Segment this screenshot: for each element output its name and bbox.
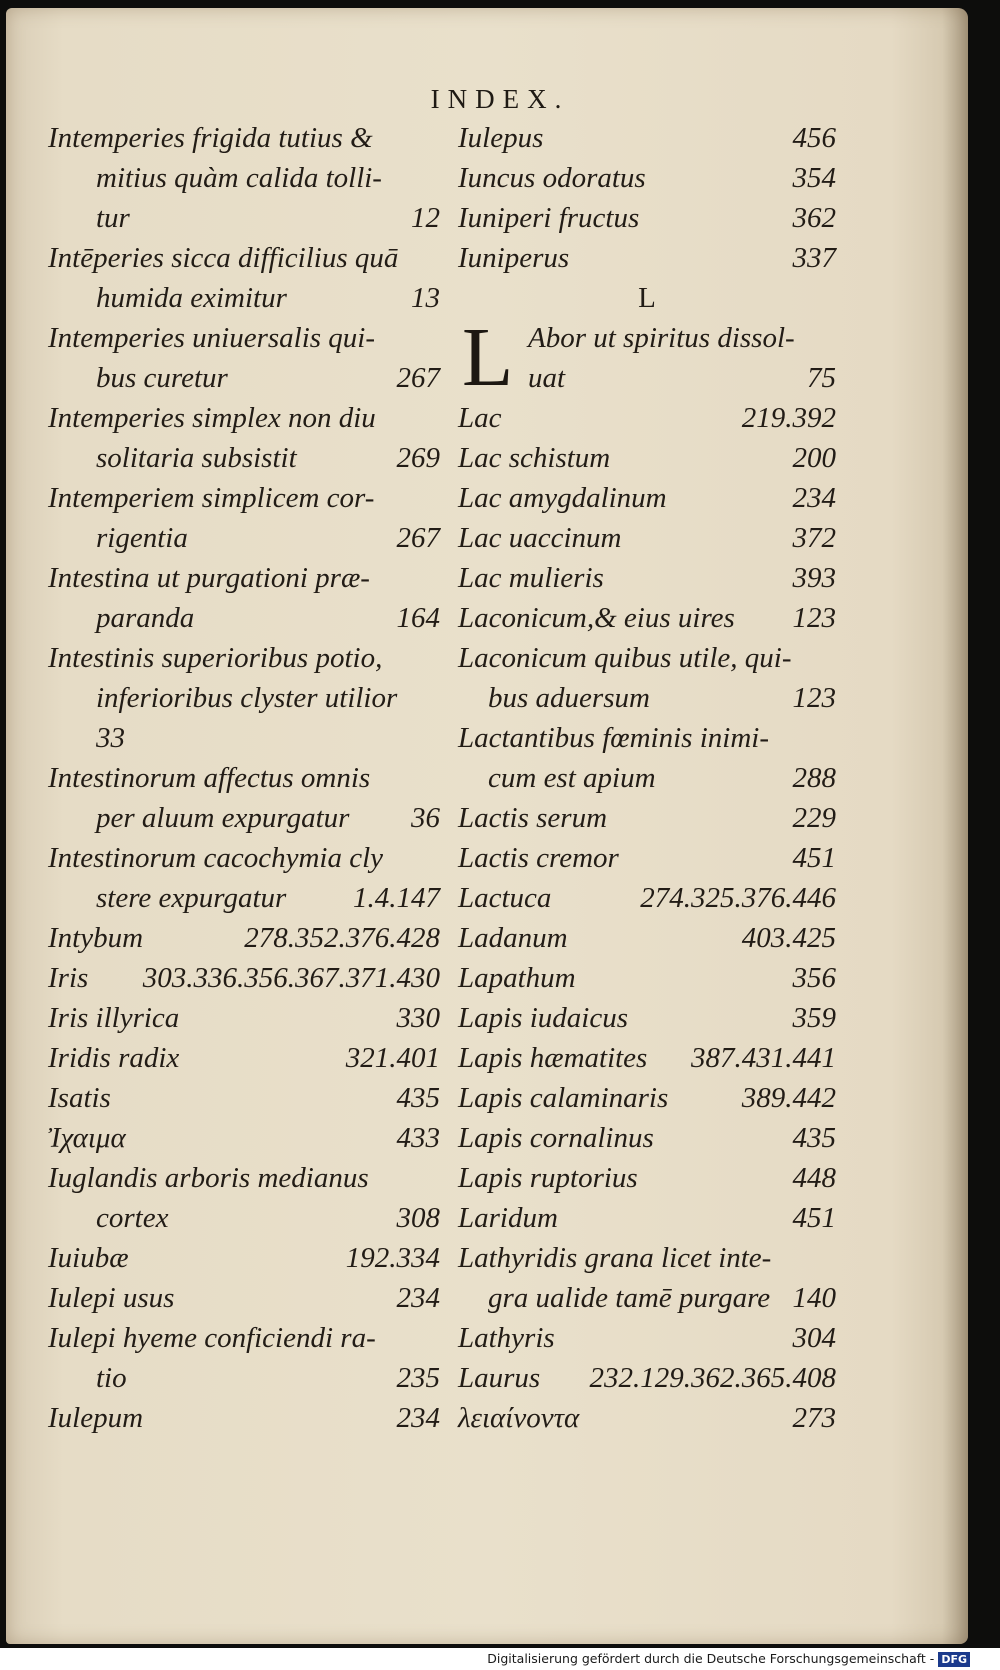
entry-page: 234 <box>396 1402 440 1434</box>
dropcap-entry <box>458 311 836 404</box>
index-entry-line <box>458 1118 836 1158</box>
dropcap-letter: L <box>462 311 514 404</box>
index-entry-line <box>458 118 836 158</box>
index-entry-line <box>48 358 440 398</box>
entry-page: 140 <box>792 1282 836 1314</box>
index-column-left <box>48 118 440 1438</box>
entry-term: Iulepi usus <box>48 1282 175 1314</box>
entry-page: 36 <box>411 802 440 834</box>
entry-term: Intemperies simplex non diu <box>48 402 376 434</box>
index-entry-line <box>458 1318 836 1358</box>
index-entry-line <box>48 518 440 558</box>
entry-page: 337 <box>792 242 836 274</box>
entry-term: Intestinorum affectus omnis <box>48 762 371 794</box>
index-entry-line <box>48 438 440 478</box>
entry-page: 304 <box>792 1322 836 1354</box>
index-entry-line <box>458 838 836 878</box>
index-entry-line <box>458 878 836 918</box>
entry-page: 274.325.376.446 <box>640 882 836 914</box>
index-entry-line <box>458 238 836 278</box>
index-entry-line <box>458 158 836 198</box>
index-entry-line <box>458 718 836 758</box>
index-column-right <box>458 118 836 1438</box>
index-entry-line <box>48 1238 440 1278</box>
index-entry-line <box>48 478 440 518</box>
entry-term: Iris <box>48 962 89 994</box>
index-entry-line <box>48 718 440 758</box>
entry-term: Lactantibus fœminis inimi- <box>458 722 769 754</box>
index-entry-line <box>458 638 836 678</box>
index-entry-line <box>48 1078 440 1118</box>
entry-page: 321.401 <box>345 1042 440 1074</box>
entry-term: humida eximitur <box>96 282 287 314</box>
entry-term: Laurus <box>458 1362 541 1394</box>
entry-term: per aluum expurgatur <box>96 802 350 834</box>
index-entry-line <box>458 478 836 518</box>
entry-page: 278.352.376.428 <box>244 922 440 954</box>
entry-page: 359 <box>792 1002 836 1034</box>
entry-term: Intestina ut purgationi præ- <box>48 562 370 594</box>
entry-term: Lapathum <box>458 962 576 994</box>
entry-page: 269 <box>396 442 440 474</box>
index-entry-line <box>458 678 836 718</box>
entry-term: Intestinorum cacochymia cly <box>48 842 384 874</box>
footer-bar <box>0 1650 1000 1670</box>
entry-page: 229 <box>792 802 836 834</box>
entry-term: solitaria subsistit <box>96 442 297 474</box>
index-entry-line <box>458 1078 836 1118</box>
entry-page: 451 <box>792 842 836 874</box>
entry-term: Lac uaccinum <box>458 522 622 554</box>
entry-page: 435 <box>396 1082 440 1114</box>
entry-term: Lac <box>458 402 502 434</box>
entry-term: Iuniperi fructus <box>458 202 640 234</box>
entry-term: Iuglandis arboris medianus <box>48 1162 369 1194</box>
entry-term: Ἰχαιμα <box>48 1122 126 1154</box>
entry-term: Intēperies sicca difficilius quā <box>48 242 399 274</box>
entry-term: Lactis serum <box>458 802 608 834</box>
entry-page: 288 <box>792 762 836 794</box>
entry-term: Intemperiem simplicem cor- <box>48 482 375 514</box>
entry-page: 330 <box>396 1002 440 1034</box>
entry-page: 200 <box>792 442 836 474</box>
entry-term: Lathyridis grana licet inte- <box>458 1242 772 1274</box>
index-entry-line <box>48 1318 440 1358</box>
entry-term: bus curetur <box>96 362 228 394</box>
entry-page: 448 <box>792 1162 836 1194</box>
entry-term: Lapis calaminaris <box>458 1082 669 1114</box>
running-head: INDEX. <box>430 84 570 114</box>
entry-page: 303.336.356.367.371.430 <box>142 962 440 994</box>
entry-term: Laridum <box>458 1202 558 1234</box>
entry-term: Lathyris <box>458 1322 555 1354</box>
entry-page: 267 <box>396 522 440 554</box>
index-entry-line <box>48 158 440 198</box>
index-entry-line <box>48 398 440 438</box>
entry-term: stere expurgatur <box>96 882 287 914</box>
entry-page: 123 <box>792 682 836 714</box>
entry-term: Intemperies frigida tutius & <box>48 122 373 154</box>
entry-term: Iuncus odoratus <box>458 162 646 194</box>
index-entry-line <box>48 1358 440 1398</box>
index-entry-line <box>458 518 836 558</box>
entry-page: 435 <box>792 1122 836 1154</box>
index-entry-line <box>48 1118 440 1158</box>
entry-term: Lac schistum <box>458 442 611 474</box>
entry-term: Iris illyrica <box>48 1002 180 1034</box>
right-entries-before <box>458 118 836 278</box>
entry-term: Intemperies uniuersalis qui- <box>48 322 376 354</box>
entry-term: Lapis ruptorius <box>458 1162 638 1194</box>
index-entry-line <box>458 958 836 998</box>
entry-page: 389.442 <box>741 1082 836 1114</box>
footer-credit <box>487 1651 970 1667</box>
index-entry-line <box>48 558 440 598</box>
index-entry-line <box>48 1278 440 1318</box>
index-entry-line <box>48 838 440 878</box>
right-entries-after <box>458 398 836 1438</box>
entry-page: 1.4.147 <box>353 882 440 914</box>
entry-term: Iuniperus <box>458 242 570 274</box>
entry-page: 362 <box>792 202 836 234</box>
entry-term: Iulepi hyeme conficiendi ra- <box>48 1322 376 1354</box>
index-entry-line <box>48 1398 440 1438</box>
index-entry-line <box>458 1038 836 1078</box>
index-entry-line <box>458 1238 836 1278</box>
entry-page: 372 <box>792 522 836 554</box>
index-entry-line <box>458 1278 836 1318</box>
index-entry-line <box>48 118 440 158</box>
entry-term: Lapis hæmatites <box>458 1042 648 1074</box>
entry-term: Isatis <box>48 1082 111 1114</box>
entry-page: 234 <box>792 482 836 514</box>
index-entry-line <box>458 1398 836 1438</box>
index-entry-line <box>48 678 440 718</box>
index-entry-line <box>458 798 836 838</box>
entry-page: 273 <box>792 1402 836 1434</box>
entry-term: λειαίνοντα <box>458 1402 580 1434</box>
index-entry-line <box>48 238 440 278</box>
index-entry-line <box>48 598 440 638</box>
entry-term: Laconicum,& eius uires <box>458 602 735 634</box>
index-entry-line <box>458 198 836 238</box>
entry-term: Lactuca <box>458 882 552 914</box>
entry-page: 403.425 <box>741 922 836 954</box>
index-entry-line <box>48 998 440 1038</box>
index-entry-line <box>458 438 836 478</box>
index-entry-line <box>48 878 440 918</box>
index-entry-line <box>458 758 836 798</box>
entry-page: 75 <box>807 362 836 394</box>
entry-term: Iulepus <box>458 122 544 154</box>
entry-term: Intestinis superioribus potio, <box>48 642 383 674</box>
index-entry-line <box>48 758 440 798</box>
entry-term: bus aduersum <box>488 682 650 714</box>
entry-term: Lapis cornalinus <box>458 1122 654 1154</box>
entry-page: 235 <box>396 1362 440 1394</box>
dfg-logo: DFG <box>938 1652 970 1667</box>
section-letter: L <box>638 282 656 314</box>
entry-term: Ladanum <box>458 922 568 954</box>
entry-term: rigentia <box>96 522 188 554</box>
entry-term: gra ualide tamē purgare <box>488 1282 771 1314</box>
dropcap-line-2 <box>528 358 836 398</box>
entry-page: 234 <box>396 1282 440 1314</box>
entry-term: Iulepum <box>48 1402 144 1434</box>
index-entry-line <box>48 958 440 998</box>
entry-term: 33 <box>96 722 125 754</box>
index-entry-line <box>458 1198 836 1238</box>
entry-term: mitius quàm calida tolli- <box>96 162 382 194</box>
entry-page: 451 <box>792 1202 836 1234</box>
index-entry-line <box>48 798 440 838</box>
index-entry-line <box>48 918 440 958</box>
index-entry-line <box>48 198 440 238</box>
entry-term: Intybum <box>48 922 144 954</box>
entry-term: Lac amygdalinum <box>458 482 667 514</box>
entry-page: 164 <box>396 602 440 634</box>
entry-term: Lac mulieris <box>458 562 604 594</box>
entry-term: cortex <box>96 1202 169 1234</box>
footer-credit-text: Digitalisierung gefördert durch die Deutsche Forschungsgemeinschaft - <box>487 1651 935 1666</box>
index-entry-line <box>458 558 836 598</box>
entry-term: cum est apium <box>488 762 656 794</box>
entry-term: paranda <box>96 602 195 634</box>
entry-page: 12 <box>411 202 440 234</box>
entry-page: 387.431.441 <box>691 1042 836 1074</box>
index-entry-line <box>48 1038 440 1078</box>
entry-page: 456 <box>792 122 836 154</box>
index-entry-line <box>458 598 836 638</box>
index-entry-line <box>458 1158 836 1198</box>
entry-page: 308 <box>396 1202 440 1234</box>
entry-term: Laconicum quibus utile, qui- <box>458 642 792 674</box>
index-entry-line <box>48 1158 440 1198</box>
entry-term: tio <box>96 1362 127 1394</box>
entry-term: Abor ut spiritus dissol- <box>528 322 795 354</box>
index-entry-line <box>458 1358 836 1398</box>
entry-term: tur <box>96 202 130 234</box>
entry-page: 13 <box>411 282 440 314</box>
entry-page: 232.129.362.365.408 <box>589 1362 836 1394</box>
entry-term: inferioribus clyster utilior <box>96 682 398 714</box>
entry-term: Iridis radix <box>48 1042 180 1074</box>
entry-page: 192.334 <box>345 1242 440 1274</box>
index-entry-line <box>48 638 440 678</box>
entry-page: 356 <box>792 962 836 994</box>
entry-term: uat <box>528 362 566 394</box>
entry-page: 267 <box>396 362 440 394</box>
index-entry-line <box>458 398 836 438</box>
index-entry-line <box>48 278 440 318</box>
index-entry-line <box>48 1198 440 1238</box>
index-entry-line <box>458 918 836 958</box>
dropcap-line-1 <box>528 318 836 358</box>
index-entry-line <box>48 318 440 358</box>
entry-page: 354 <box>792 162 836 194</box>
index-entry-line <box>458 998 836 1038</box>
entry-term: Lapis iudaicus <box>458 1002 628 1034</box>
entry-page: 219.392 <box>741 402 836 434</box>
entry-page: 123 <box>792 602 836 634</box>
entry-page: 433 <box>396 1122 440 1154</box>
entry-term: Iuiubæ <box>48 1242 129 1274</box>
entry-page: 393 <box>792 562 836 594</box>
entry-term: Lactis cremor <box>458 842 619 874</box>
